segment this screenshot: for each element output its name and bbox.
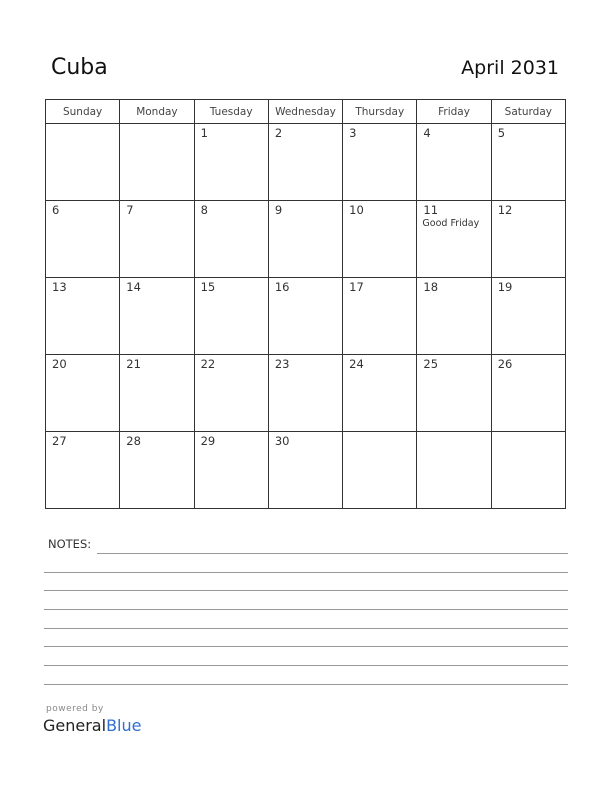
day-cell [491, 432, 565, 509]
day-cell [268, 201, 342, 278]
day-cell [343, 278, 417, 355]
day-number: 25 [423, 357, 439, 371]
note-line [44, 609, 568, 610]
day-number: 26 [497, 357, 513, 371]
day-number: 12 [497, 203, 513, 217]
note-line [97, 553, 568, 554]
day-number: 14 [126, 280, 141, 294]
day-cell [46, 432, 120, 509]
weekday-header: Friday [417, 100, 491, 124]
day-number: 20 [52, 357, 67, 371]
day-number: 28 [126, 434, 141, 448]
day-number: 4 [423, 126, 431, 140]
day-number: 3 [349, 126, 357, 140]
day-cell [417, 201, 491, 278]
day-cell [491, 201, 565, 278]
week-row [46, 278, 566, 355]
day-number: 1 [200, 126, 208, 140]
note-line [44, 590, 568, 591]
weekday-header-row [46, 100, 566, 124]
day-number: 30 [274, 434, 290, 448]
day-number: 9 [274, 203, 283, 217]
day-number: 19 [497, 280, 513, 294]
day-number: 13 [52, 280, 67, 294]
day-cell [343, 124, 417, 201]
note-line [44, 646, 568, 647]
day-number: 18 [423, 280, 439, 294]
day-cell [120, 432, 194, 509]
weekday-header: Wednesday [268, 100, 342, 124]
day-cell [46, 278, 120, 355]
day-cell [194, 432, 268, 509]
day-number: 8 [200, 203, 208, 217]
day-cell [46, 355, 120, 432]
powered-by-text: powered by [46, 704, 104, 714]
day-cell [417, 124, 491, 201]
day-number: 16 [274, 280, 290, 294]
day-number: 15 [200, 280, 216, 294]
day-cell [343, 355, 417, 432]
day-cell [417, 278, 491, 355]
calendar-grid [45, 99, 566, 509]
day-cell [194, 201, 268, 278]
day-cell [417, 432, 491, 509]
note-line [44, 684, 568, 685]
generalblue-logo[interactable] [43, 716, 141, 735]
weekday-header: Thursday [343, 100, 417, 124]
weekday-header: Monday [120, 100, 194, 124]
day-number: 11 [423, 203, 439, 217]
week-row [46, 432, 566, 509]
day-cell [120, 201, 194, 278]
day-number: 17 [349, 280, 364, 294]
day-cell [194, 124, 268, 201]
day-number: 24 [349, 357, 364, 371]
country-title: Cuba [51, 55, 108, 80]
day-number: 10 [349, 203, 364, 217]
day-number: 27 [52, 434, 67, 448]
day-cell [46, 124, 120, 201]
brand-blue-text: Blue [106, 716, 142, 735]
day-number: 5 [497, 126, 506, 140]
week-row [46, 201, 566, 278]
day-number: 21 [126, 357, 141, 371]
day-number: 2 [274, 126, 283, 140]
note-line [44, 628, 568, 629]
note-line [44, 572, 568, 573]
note-line [44, 665, 568, 666]
day-number: 23 [274, 357, 290, 371]
day-cell [268, 124, 342, 201]
day-cell [194, 355, 268, 432]
day-number: 7 [126, 203, 134, 217]
holiday-label: Good Friday [422, 218, 480, 229]
day-cell [417, 355, 491, 432]
week-row [46, 124, 566, 201]
day-cell [120, 124, 194, 201]
weekday-header: Sunday [46, 100, 120, 124]
day-cell [120, 278, 194, 355]
day-cell [268, 355, 342, 432]
day-number: 29 [200, 434, 216, 448]
day-number: 22 [200, 357, 216, 371]
day-cell [491, 355, 565, 432]
day-cell [194, 278, 268, 355]
day-cell [46, 201, 120, 278]
day-cell [268, 432, 342, 509]
notes-label: NOTES: [48, 537, 92, 551]
day-cell [343, 201, 417, 278]
day-cell [491, 278, 565, 355]
day-number: 6 [52, 203, 60, 217]
day-cell [120, 355, 194, 432]
weekday-header: Tuesday [194, 100, 268, 124]
month-year-title: April 2031 [461, 57, 559, 79]
day-cell [491, 124, 565, 201]
day-cell [343, 432, 417, 509]
weekday-header: Saturday [491, 100, 565, 124]
week-row [46, 355, 566, 432]
brand-general-text: General [43, 716, 107, 735]
day-cell [268, 278, 342, 355]
